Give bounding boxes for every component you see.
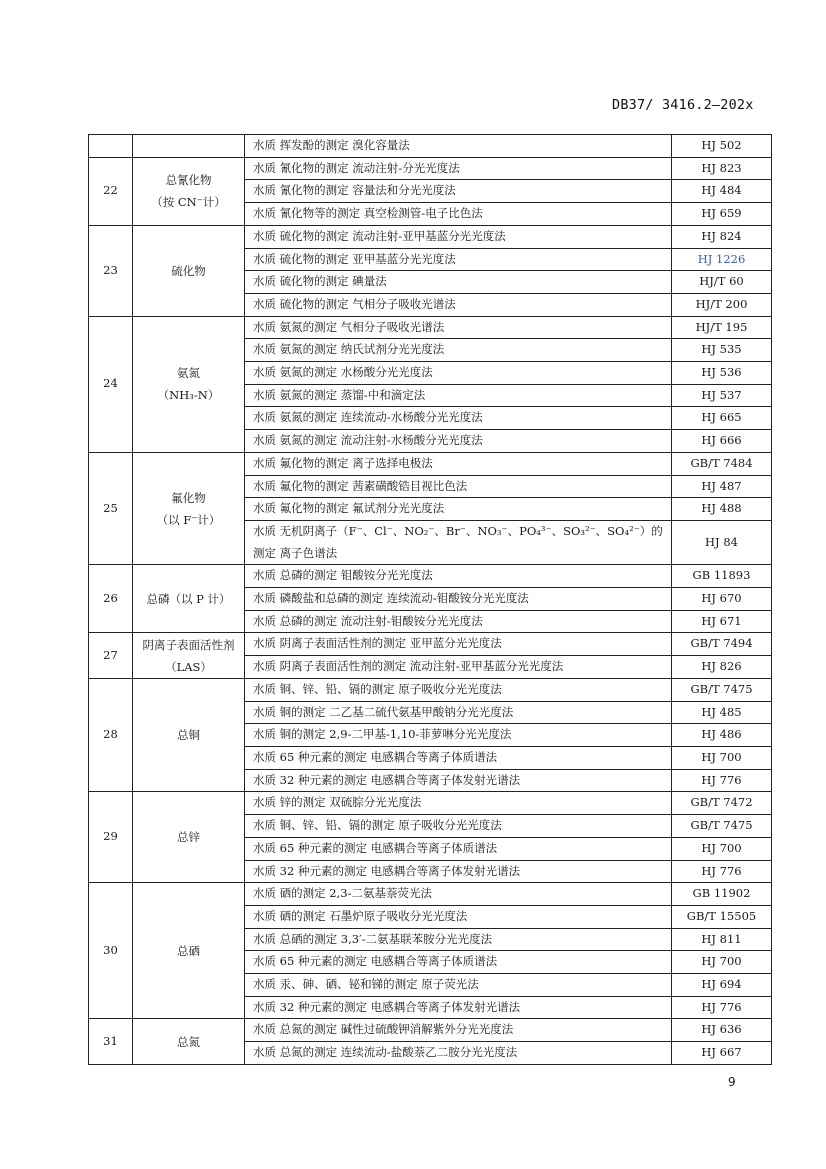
document-code: DB37/ 3416.2—202x xyxy=(612,97,754,113)
method-name: 水质 无机阴离子（F⁻、Cl⁻、NO₂⁻、Br⁻、NO₃⁻、PO₄³⁻、SO₃²⁻、SO₄²⁻）的测定 离子色谱法 xyxy=(245,520,672,564)
item-name: 氟化物 xyxy=(171,490,206,505)
method-name: 水质 硫化物的测定 气相分子吸收光谱法 xyxy=(245,293,672,316)
method-name: 水质 65 种元素的测定 电感耦合等离子体质谱法 xyxy=(245,837,672,860)
method-name: 水质 氟化物的测定 茜素磺酸锆目视比色法 xyxy=(245,475,672,498)
standards-table xyxy=(88,134,772,1065)
standard-code: GB/T 7494 xyxy=(672,633,772,656)
method-name: 水质 铜、锌、铅、镉的测定 原子吸收分光光度法 xyxy=(245,678,672,701)
standard-code: HJ 811 xyxy=(672,928,772,951)
standard-code: HJ 535 xyxy=(672,339,772,362)
item-name: 硫化物 xyxy=(171,263,206,278)
standard-code: GB 11902 xyxy=(672,883,772,906)
method-name: 水质 硫化物的测定 碘量法 xyxy=(245,271,672,294)
standard-code: GB/T 15505 xyxy=(672,905,772,928)
standard-code: HJ 671 xyxy=(672,610,772,633)
standard-code: HJ 776 xyxy=(672,860,772,883)
standards-table-body xyxy=(89,135,772,1065)
method-name: 水质 总氮的测定 碱性过硫酸钾消解紫外分光光度法 xyxy=(245,1019,672,1042)
method-name: 水质 总磷的测定 钼酸铵分光光度法 xyxy=(245,565,672,588)
method-name: 水质 阴离子表面活性剂的测定 亚甲蓝分光光度法 xyxy=(245,633,672,656)
item-name-cell xyxy=(133,633,245,678)
method-name: 水质 总硒的测定 3,3′-二氨基联苯胺分光光度法 xyxy=(245,928,672,951)
item-basis: （LAS） xyxy=(165,659,212,674)
standard-code: HJ 84 xyxy=(672,520,772,564)
table-row xyxy=(89,135,772,158)
standard-code: HJ 636 xyxy=(672,1019,772,1042)
standard-code: HJ/T 60 xyxy=(672,271,772,294)
method-name: 水质 磷酸盐和总磷的测定 连续流动-钼酸铵分光光度法 xyxy=(245,588,672,611)
standard-code: HJ 700 xyxy=(672,951,772,974)
item-name-cell xyxy=(133,452,245,565)
item-number: 30 xyxy=(89,883,133,1019)
method-name: 水质 65 种元素的测定 电感耦合等离子体质谱法 xyxy=(245,951,672,974)
method-name: 水质 氨氮的测定 连续流动-水杨酸分光光度法 xyxy=(245,407,672,430)
method-name: 水质 硫化物的测定 流动注射-亚甲基蓝分光光度法 xyxy=(245,225,672,248)
item-number: 23 xyxy=(89,225,133,316)
item-name-cell xyxy=(133,1019,245,1064)
item-name: 总氮 xyxy=(177,1034,200,1049)
item-name: 阴离子表面活性剂 xyxy=(142,637,235,652)
item-number: 27 xyxy=(89,633,133,678)
standard-code: GB/T 7475 xyxy=(672,678,772,701)
item-basis: （NH₃-N） xyxy=(157,388,220,403)
table-row xyxy=(89,633,772,656)
standard-code: HJ 659 xyxy=(672,203,772,226)
standard-code: HJ 486 xyxy=(672,724,772,747)
standard-code: HJ 665 xyxy=(672,407,772,430)
method-name: 水质 氰化物的测定 容量法和分光光度法 xyxy=(245,180,672,203)
standard-code: HJ 485 xyxy=(672,701,772,724)
item-name: 总铜 xyxy=(177,728,200,743)
standard-code: HJ 776 xyxy=(672,769,772,792)
standard-code: HJ/T 200 xyxy=(672,293,772,316)
method-name: 水质 氨氮的测定 纳氏试剂分光光度法 xyxy=(245,339,672,362)
page-number: 9 xyxy=(728,1075,736,1089)
method-name: 水质 氨氮的测定 蒸馏-中和滴定法 xyxy=(245,384,672,407)
method-name: 水质 氨氮的测定 水杨酸分光光度法 xyxy=(245,362,672,385)
table-row xyxy=(89,1019,772,1042)
standard-code: HJ 670 xyxy=(672,588,772,611)
standard-code: HJ 488 xyxy=(672,498,772,521)
method-name: 水质 挥发酚的测定 溴化容量法 xyxy=(245,135,672,158)
method-name: 水质 32 种元素的测定 电感耦合等离子体发射光谱法 xyxy=(245,860,672,883)
method-name: 水质 32 种元素的测定 电感耦合等离子体发射光谱法 xyxy=(245,996,672,1019)
item-number: 29 xyxy=(89,792,133,883)
table-row xyxy=(89,792,772,815)
item-name-cell xyxy=(133,157,245,225)
item-name-cell xyxy=(133,883,245,1019)
item-name: 总硒 xyxy=(177,943,200,958)
method-name: 水质 锌的测定 双硫腙分光光度法 xyxy=(245,792,672,815)
table-row xyxy=(89,157,772,180)
method-name: 水质 氰化物的测定 流动注射-分光光度法 xyxy=(245,157,672,180)
item-basis: （以 F⁻计） xyxy=(156,512,221,527)
method-name: 水质 硒的测定 石墨炉原子吸收分光光度法 xyxy=(245,905,672,928)
item-basis: （按 CN⁻计） xyxy=(151,195,226,210)
item-number: 25 xyxy=(89,452,133,565)
method-name: 水质 总氮的测定 连续流动-盐酸萘乙二胺分光光度法 xyxy=(245,1042,672,1065)
standard-code: GB/T 7472 xyxy=(672,792,772,815)
table-row xyxy=(89,225,772,248)
standard-code: HJ 826 xyxy=(672,656,772,679)
method-name: 水质 铜的测定 2,9-二甲基-1,10-菲萝啉分光光度法 xyxy=(245,724,672,747)
standard-code: HJ 776 xyxy=(672,996,772,1019)
method-name: 水质 氨氮的测定 流动注射-水杨酸分光光度法 xyxy=(245,430,672,453)
item-number: 24 xyxy=(89,316,133,452)
item-name: 总锌 xyxy=(177,830,200,845)
standard-code: HJ 484 xyxy=(672,180,772,203)
item-name-cell xyxy=(133,316,245,452)
table-row xyxy=(89,316,772,339)
standard-code: HJ 537 xyxy=(672,384,772,407)
standard-code: GB/T 7475 xyxy=(672,815,772,838)
item-number: 22 xyxy=(89,157,133,225)
standard-code: HJ 694 xyxy=(672,974,772,997)
standard-code: GB/T 7484 xyxy=(672,452,772,475)
standard-code: HJ 667 xyxy=(672,1042,772,1065)
standard-code: HJ 487 xyxy=(672,475,772,498)
item-name: 总磷（以 P 计） xyxy=(146,591,231,606)
standard-code: GB 11893 xyxy=(672,565,772,588)
standard-code-link[interactable]: HJ 1226 xyxy=(672,248,772,271)
table-row xyxy=(89,565,772,588)
table-row xyxy=(89,883,772,906)
method-name: 水质 汞、砷、硒、铋和锑的测定 原子荧光法 xyxy=(245,974,672,997)
item-name-cell xyxy=(133,225,245,316)
method-name: 水质 总磷的测定 流动注射-钼酸铵分光光度法 xyxy=(245,610,672,633)
item-name-cell xyxy=(133,565,245,633)
standard-code: HJ 823 xyxy=(672,157,772,180)
method-name: 水质 铜的测定 二乙基二硫代氨基甲酸钠分光光度法 xyxy=(245,701,672,724)
item-number: 31 xyxy=(89,1019,133,1064)
method-name: 水质 硫化物的测定 亚甲基蓝分光光度法 xyxy=(245,248,672,271)
standard-code: HJ 700 xyxy=(672,837,772,860)
method-name: 水质 32 种元素的测定 电感耦合等离子体发射光谱法 xyxy=(245,769,672,792)
table-row xyxy=(89,452,772,475)
method-name: 水质 氨氮的测定 气相分子吸收光谱法 xyxy=(245,316,672,339)
standard-code: HJ 824 xyxy=(672,225,772,248)
method-name: 水质 65 种元素的测定 电感耦合等离子体质谱法 xyxy=(245,746,672,769)
item-name: 氨氮 xyxy=(177,366,200,381)
item-name-cell xyxy=(133,135,245,158)
table-row xyxy=(89,678,772,701)
item-name-cell xyxy=(133,792,245,883)
method-name: 水质 氰化物等的测定 真空检测管-电子比色法 xyxy=(245,203,672,226)
item-number: 26 xyxy=(89,565,133,633)
standard-code: HJ 536 xyxy=(672,362,772,385)
method-name: 水质 铜、锌、铅、镉的测定 原子吸收分光光度法 xyxy=(245,815,672,838)
item-number xyxy=(89,135,133,158)
standard-code: HJ/T 195 xyxy=(672,316,772,339)
method-name: 水质 阴离子表面活性剂的测定 流动注射-亚甲基蓝分光光度法 xyxy=(245,656,672,679)
standard-code: HJ 502 xyxy=(672,135,772,158)
item-number: 28 xyxy=(89,678,133,792)
method-name: 水质 氟化物的测定 氟试剂分光光度法 xyxy=(245,498,672,521)
standard-code: HJ 666 xyxy=(672,430,772,453)
method-name: 水质 氟化物的测定 离子选择电极法 xyxy=(245,452,672,475)
standard-code: HJ 700 xyxy=(672,746,772,769)
item-name: 总氰化物 xyxy=(165,173,212,188)
method-name: 水质 硒的测定 2,3-二氨基萘荧光法 xyxy=(245,883,672,906)
item-name-cell xyxy=(133,678,245,792)
